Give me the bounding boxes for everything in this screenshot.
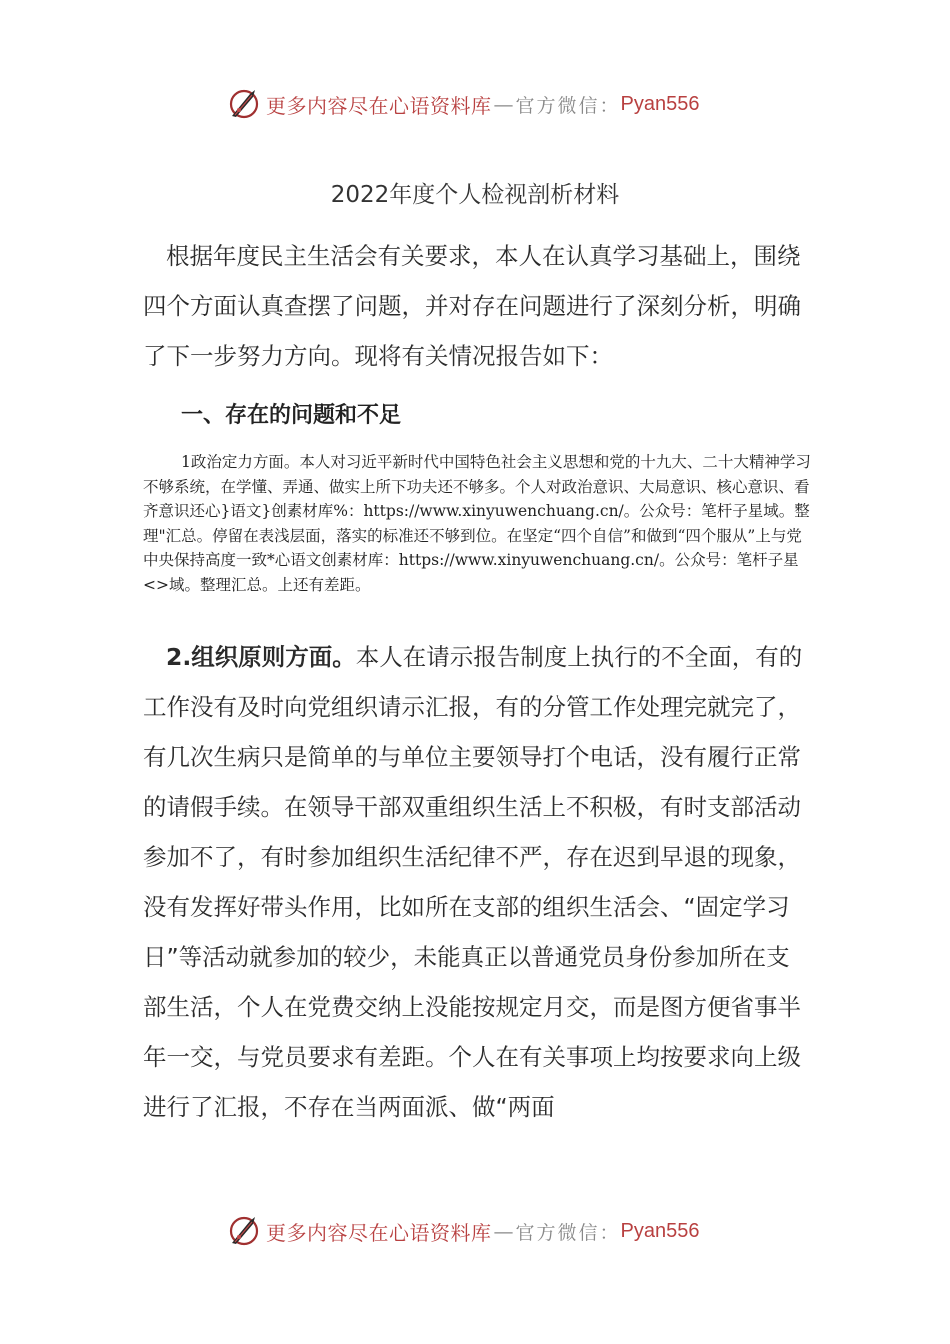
document-title: 2022年度个人检视剖析材料: [330, 182, 620, 208]
banner-separator: —: [493, 1219, 514, 1243]
header-watermark-banner: [226, 84, 699, 124]
banner-slogan: 更多内容尽在心语资料库: [266, 1220, 492, 1245]
item1-political-paragraph: 1政治定力方面。本人对习近平新时代中国特色社会主义思想和党的十九大、二十大精神学习不够系统，在学懂、弄通、做实上所下功夫还不够多。个人对政治意识、大局意识、核心意识、看齐意识还心}语文}创素材库%：https://www.xinyuwenchuang.cn/。公众号：笔杆子星域。整理"汇总。停留在表浅层面，落实的标准还不够到位。在坚定“四个自信”和做到“四个服从”上与党中央保持高度一致*心语文创素材库：https://www.xinyuwenchuang.cn/。公众号：笔杆子星<>域。整理汇总。上还有差距。: [143, 453, 811, 594]
item2-body: 本人在请示报告制度上执行的不全面，有的工作没有及时向党组织请示汇报，有的分管工作处理完就完了，有几次生病只是简单的与单位主要领导打个电话，没有履行正常的请假手续。在领导干部双重组织生活上不积极，有时支部活动参加不了，有时参加组织生活纪律不严，存在迟到早退的现象，没有发挥好带头作用，比如所在支部的组织生活会、“固定学习日”等活动就参加的较少，未能真正以普通党员身份参加所在支部生活，个人在党费交纳上没能按规定月交，而是图方便省事半年一交，与党员要求有差距。个人在有关事项上均按要求向上级进行了汇报，不存在当两面派、做“两面: [143, 643, 803, 1121]
quill-pen-logo-icon: [226, 1213, 262, 1249]
item2-lead: 2.组织原则方面。: [166, 643, 356, 671]
quill-pen-logo-icon: [226, 86, 262, 122]
banner-wechat-label: 官方微信：: [515, 94, 621, 117]
item2-organization-paragraph: [143, 632, 811, 1132]
banner-slogan: 更多内容尽在心语资料库: [266, 93, 492, 118]
banner-separator: —: [493, 92, 514, 116]
footer-watermark-banner: [226, 1211, 699, 1251]
banner-wechat-id: Pyan556: [620, 92, 700, 115]
banner-wechat-id: Pyan556: [620, 1219, 700, 1242]
intro-paragraph: 根据年度民主生活会有关要求，本人在认真学习基础上，围绕四个方面认真查摆了问题，并对存在问题进行了深刻分析，明确了下一步努力方向。现将有关情况报告如下：: [143, 242, 801, 370]
section-heading-problems: 一、存在的问题和不足: [181, 403, 402, 428]
banner-wechat-label: 官方微信：: [515, 1221, 621, 1244]
